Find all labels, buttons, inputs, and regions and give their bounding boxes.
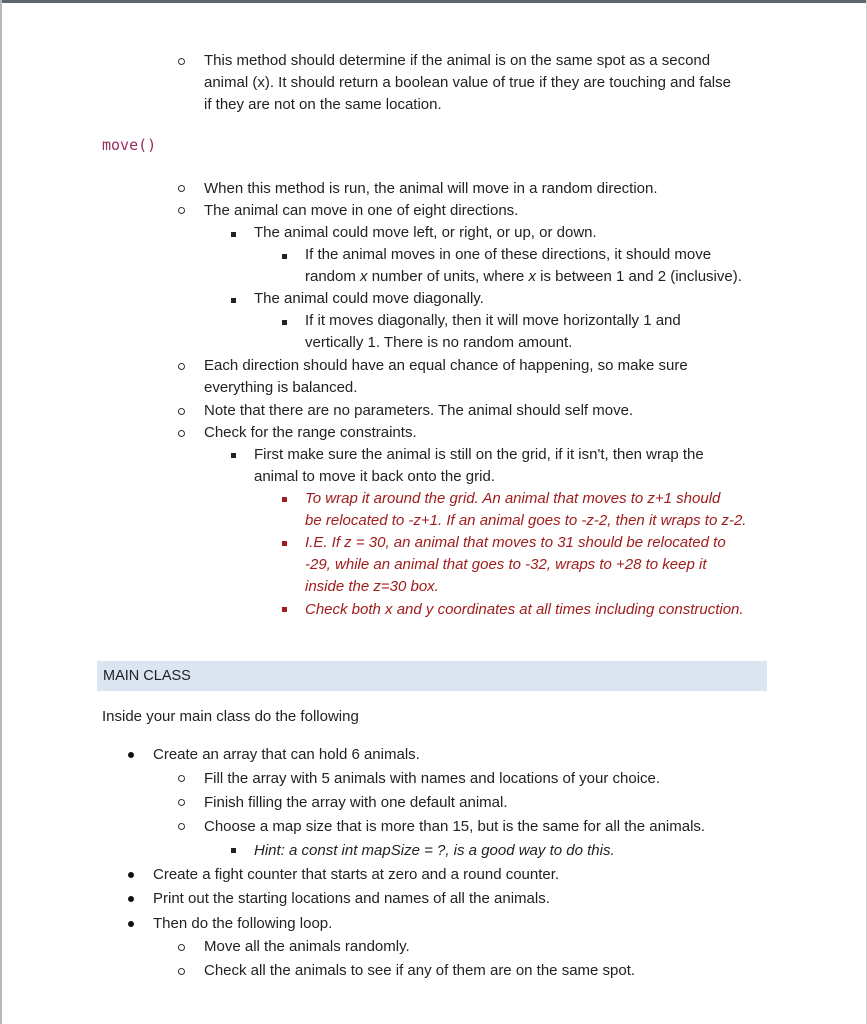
list-item: Hint: a const int mapSize = ?, is a good way to do this. [254,842,615,859]
hollow-circle-bullet-icon [178,944,185,951]
list-item-line: I.E. If z = 30, an animal that moves to 31 should be relocated to [305,534,726,551]
list-item: Check all the animals to see if any of them are on the same spot. [204,962,636,979]
list-item: Choose a map size that is more than 15, but is the same for all the animals. [204,818,706,835]
square-bullet-icon [282,607,287,612]
method-signature-move: move() [102,136,157,154]
list-item: The animal could move left, or right, or up, or down. [254,224,597,241]
list-item: Note that there are no parameters. The animal should self move. [204,402,634,419]
list-item: Print out the starting locations and names of all the animals. [153,890,550,907]
list-item-line: -29, while an animal that goes to -32, wraps to +28 to keep it [305,556,707,573]
hollow-circle-bullet-icon [178,207,185,214]
filled-disc-bullet-icon [128,896,134,902]
list-item: Fill the array with 5 animals with names and locations of your choice. [204,770,661,787]
main-class-section-header [97,661,767,691]
list-item-line: If it moves diagonally, then it will move horizontally 1 and [305,312,681,329]
square-bullet-icon [282,541,287,546]
hollow-circle-bullet-icon [178,799,185,806]
list-item: Check for the range constraints. [204,424,417,441]
list-item: Check both x and y coordinates at all times including construction. [305,601,744,618]
square-bullet-icon [231,848,236,853]
list-item-line: vertically 1. There is no random amount. [305,334,573,351]
square-bullet-icon [231,298,236,303]
list-item: Create a fight counter that starts at zero and a round counter. [153,866,560,883]
list-item: Finish filling the array with one default animal. [204,794,508,811]
list-item: When this method is run, the animal will move in a random direction. [204,180,658,197]
filled-disc-bullet-icon [128,752,134,758]
list-item-line: Each direction should have an equal chance of happening, so make sure [204,357,688,374]
square-bullet-icon [231,232,236,237]
list-item: The animal could move diagonally. [254,290,484,307]
main-class-intro: Inside your main class do the following [102,708,359,725]
hollow-circle-bullet-icon [178,363,185,370]
hollow-circle-bullet-icon [178,58,185,65]
hollow-circle-bullet-icon [178,775,185,782]
top-item-line-1: This method should determine if the animal is on the same spot as a second [204,52,711,69]
filled-disc-bullet-icon [128,872,134,878]
list-item-line: To wrap it around the grid. An animal that moves to z+1 should [305,490,721,507]
square-bullet-icon [231,453,236,458]
list-item: Create an array that can hold 6 animals. [153,746,420,763]
hollow-circle-bullet-icon [178,968,185,975]
filled-disc-bullet-icon [128,921,134,927]
list-item-line: First make sure the animal is still on the grid, if it isn't, then wrap the [254,446,704,463]
list-item: The animal can move in one of eight directions. [204,202,519,219]
hollow-circle-bullet-icon [178,185,185,192]
hollow-circle-bullet-icon [178,823,185,830]
window-top-border [0,0,867,3]
list-item-line: random x number of units, where x is between 1 and 2 (inclusive). [305,268,742,285]
list-item-line: everything is balanced. [204,379,358,396]
list-item-line: inside the z=30 box. [305,578,439,595]
hollow-circle-bullet-icon [178,430,185,437]
square-bullet-icon [282,497,287,502]
top-item-line-3: if they are not on the same location. [204,96,442,113]
section-title: MAIN CLASS [103,668,191,684]
list-item-line: If the animal moves in one of these directions, it should move [305,246,712,263]
page-left-edge [0,0,2,1024]
list-item-line: be relocated to -z+1. If an animal goes to -z-2, then it wraps to z-2. [305,512,747,529]
list-item: Then do the following loop. [153,915,333,932]
square-bullet-icon [282,320,287,325]
top-item-line-2: animal (x). It should return a boolean value of true if they are touching and false [204,74,731,91]
hollow-circle-bullet-icon [178,408,185,415]
list-item: Move all the animals randomly. [204,938,410,955]
list-item-line: animal to move it back onto the grid. [254,468,495,485]
square-bullet-icon [282,254,287,259]
